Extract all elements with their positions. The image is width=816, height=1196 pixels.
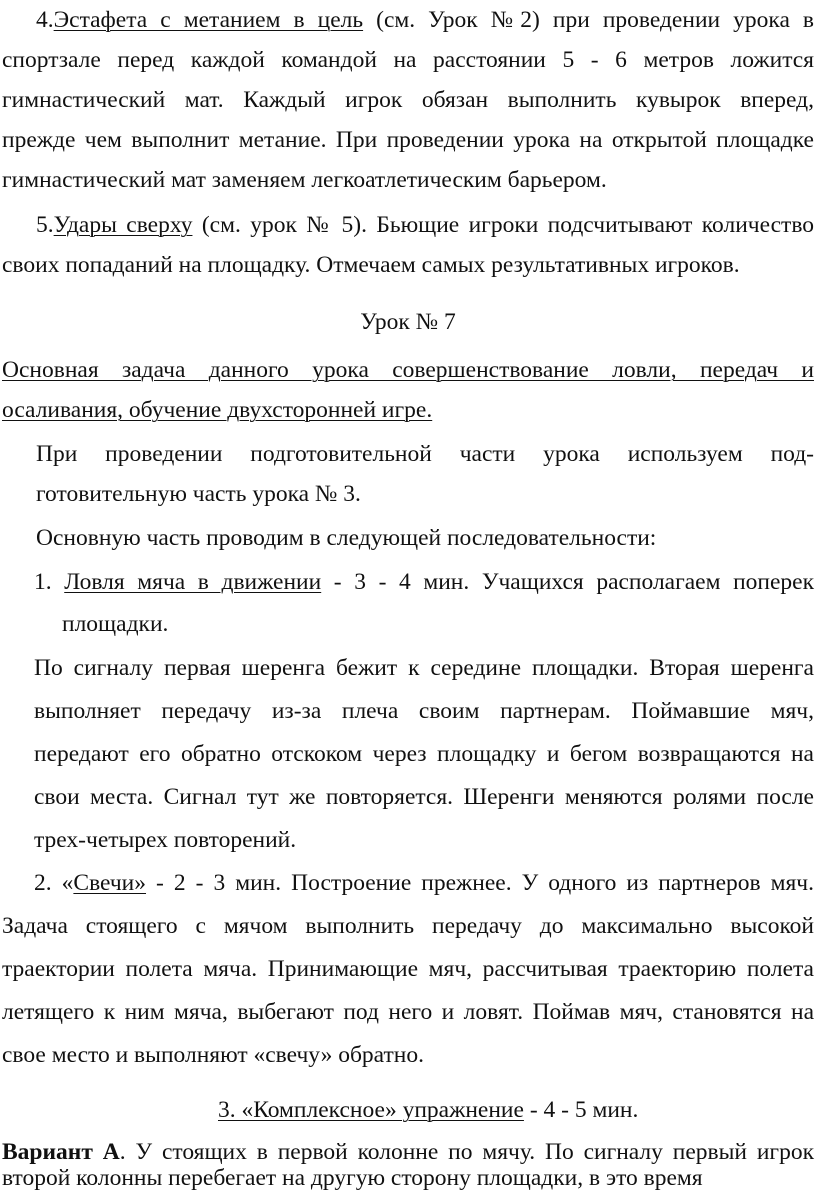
p4-line-3: гимнастический мат. Каждый игрок обязан выполнить кувырок вперед, <box>2 87 814 113</box>
signal-line-4: свои места. Сигнал тут же повторяется. Шеренги меняются ролями после <box>34 784 814 810</box>
signal-line-2: выполняет передачу из-за плеча своим партнерам. Поймавшие мяч, <box>34 698 814 724</box>
prep-line-1: При проведении подготовительной части урока используем под- <box>36 441 814 467</box>
p4-line-1-text: (см. Урок №2) при проведении урока в <box>363 7 815 33</box>
item1-line-2: площадки. <box>62 611 169 637</box>
p5-number: 5. <box>36 212 54 238</box>
variant-line-2: второй колонны перебегает на другую сторону площадки, в это время <box>2 1165 703 1191</box>
task-line-2: осаливания, обучение двухсторонней игре. <box>2 397 433 423</box>
item2-prefix: 2. « <box>34 870 74 896</box>
main-intro: Основную часть проводим в следующей последовательности: <box>36 525 657 551</box>
lesson-heading: Урок № 7 <box>360 309 456 335</box>
item2-title: Свечи» <box>73 870 147 896</box>
item2-line-3: траектории полета мяча. Принимающие мяч, рассчитывая траекторию полета <box>2 956 814 982</box>
signal-line-3: передают его обратно отскоком через площадку и бегом возвращаются на <box>34 741 814 767</box>
p4-line-2: спортзале перед каждой командой на расстоянии 5 - 6 метров ложится <box>2 47 814 73</box>
p5-line-1 <box>36 207 814 243</box>
p4-line-4: прежде чем выполнит метание. При проведении урока на открытой площадке <box>2 127 814 153</box>
item1-title: Ловля мяча в движении <box>64 569 322 595</box>
variant-line-1-text: . У стоящих в первой колонне по мячу. По сигналу первый игрок <box>119 1139 814 1165</box>
item2-line-4: летящего к ним мяча, выбегают под него и ловят. Поймав мяч, становятся на <box>2 999 814 1025</box>
p4-title: Эстафета с метанием в цель <box>53 7 364 33</box>
p5-line-2: своих попаданий на площадку. Отмечаем самых результативных игроков. <box>2 252 740 278</box>
item2-line-1-text: - 2 - 3 мин. Построение прежнее. У одного из партнеров мяч. <box>146 870 814 896</box>
item1-line-1-text: - 3 - 4 мин. Учащихся располагаем поперек <box>321 569 815 595</box>
item2-line-2: Задача стоящего с мячом выполнить передачу до максимально высокой <box>2 913 814 939</box>
signal-line-5: трех-четырех повторений. <box>34 827 297 853</box>
item1-line-1 <box>34 564 814 600</box>
task-line-2-wrap <box>2 392 814 428</box>
item3-title: 3. «Комплексное» упражнение <box>218 1097 524 1123</box>
p5-line-1-text: (см. урок № 5). Бьющие игроки подсчитывают количество <box>192 212 814 238</box>
task-line-1: Основная задача данного урока совершенствование ловли, передач и <box>2 357 814 383</box>
item2-line-5: свое место и выполняют «свечу» обратно. <box>2 1042 424 1068</box>
p4-line-1 <box>36 2 814 38</box>
p5-title: Удары сверху <box>53 212 193 238</box>
item3-line <box>218 1092 798 1128</box>
item3-duration: - 4 - 5 мин. <box>523 1097 639 1123</box>
variant-label: Вариант А <box>2 1139 120 1165</box>
p4-number: 4. <box>36 7 54 33</box>
p4-line-5: гимнастический мат заменяем легкоатлетическим барьером. <box>2 167 607 193</box>
item2-line-1 <box>34 865 814 901</box>
signal-line-1: По сигналу первая шеренга бежит к середине площадки. Вторая шеренга <box>34 655 814 681</box>
item1-number: 1. <box>34 569 52 595</box>
prep-line-2: готовительную часть урока № 3. <box>36 481 361 507</box>
